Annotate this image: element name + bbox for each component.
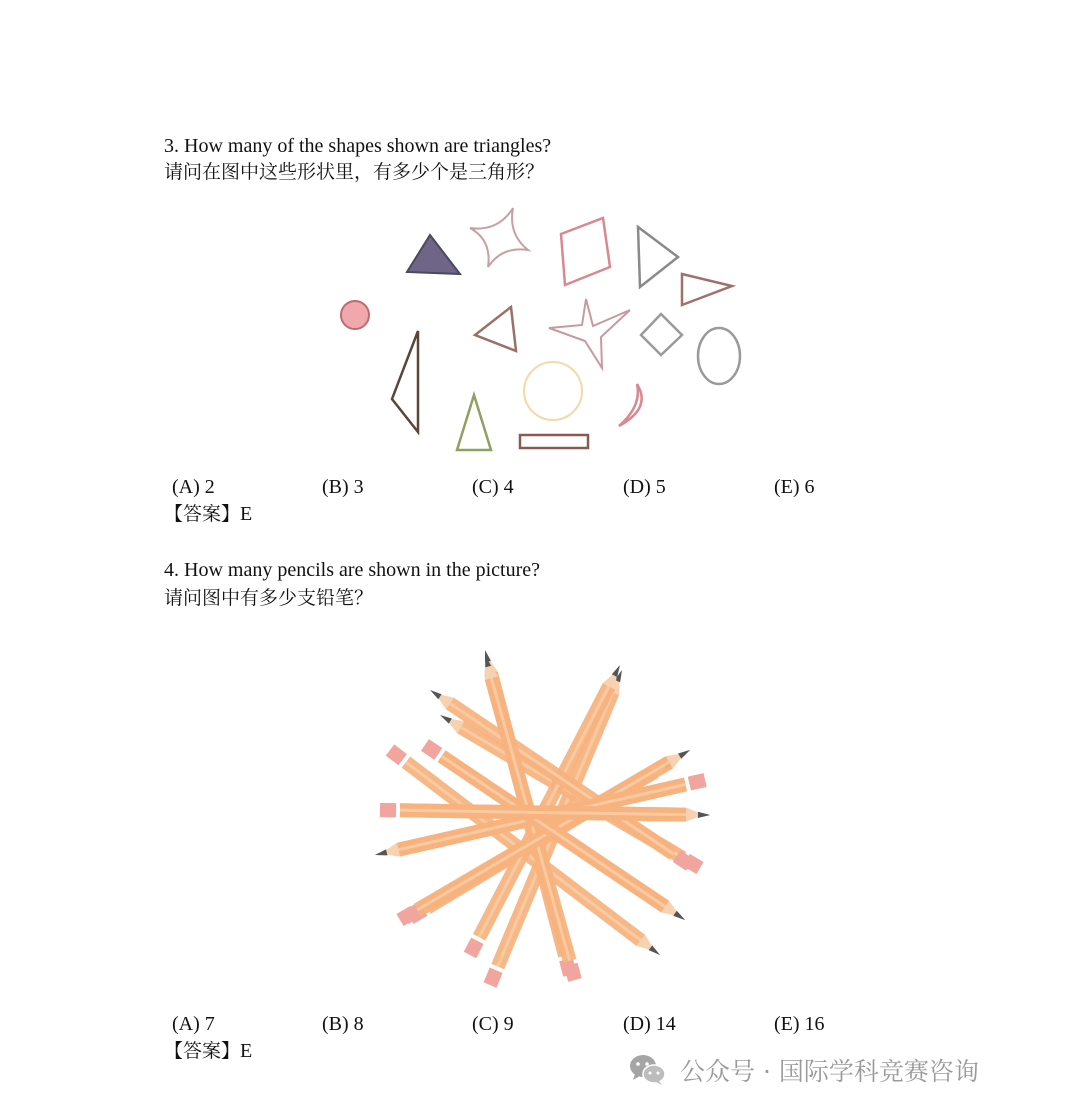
choice-c[interactable]: (C) 9 [472, 1013, 514, 1035]
answer-label: 【答案】 [164, 1040, 241, 1062]
pencil-eraser [380, 803, 396, 817]
pencil-eraser [688, 773, 707, 790]
choice-b[interactable]: (B) 3 [322, 476, 364, 498]
choice-a[interactable]: (A) 7 [172, 1013, 215, 1035]
pencil-eraser [386, 744, 407, 765]
pink-rhombus-shape [561, 218, 610, 285]
question-3-text-zh: 请问在图中这些形状里，有多少个是三角形？ [164, 161, 545, 183]
rectangle-shape [520, 435, 588, 448]
choice-e[interactable]: (E) 6 [774, 476, 815, 498]
choice-b[interactable]: (B) 8 [322, 1013, 364, 1035]
pencil [380, 803, 710, 822]
pencil-eraser [421, 739, 442, 760]
crescent-shape [619, 384, 642, 426]
grey-triangle-shape [638, 227, 678, 287]
question-4-text-en [164, 558, 540, 582]
brown-triangle-right-shape [682, 274, 732, 305]
brown-triangle-middle-shape [475, 307, 516, 351]
answer-value: E [240, 1040, 253, 1062]
question-3-number: 3. [164, 135, 179, 157]
choice-d[interactable]: (D) 14 [623, 1013, 676, 1035]
filled-triangle-shape [407, 235, 460, 274]
wechat-icon [628, 1053, 668, 1087]
pencils-figure [360, 640, 730, 990]
question-4-prompt: How many pencils are shown in the picture? [184, 559, 541, 581]
choice-d[interactable]: (D) 5 [623, 476, 666, 498]
tall-triangle-shape [392, 331, 418, 432]
yellow-circle-shape [524, 362, 582, 420]
watermark-text: 公众号 · 国际学科竞赛咨询 [680, 1057, 979, 1086]
question-4-number: 4. [164, 559, 179, 581]
diamond-shape [641, 314, 682, 355]
choice-c[interactable]: (C) 4 [472, 476, 514, 498]
answer-value: E [240, 503, 253, 525]
pencil-tip [374, 849, 387, 858]
question-3-answer [164, 502, 252, 526]
pencil-eraser [464, 938, 484, 959]
choice-a[interactable]: (A) 2 [172, 476, 215, 498]
four-point-star-shape [470, 208, 528, 267]
answer-label: 【答案】 [164, 503, 241, 525]
oval-shape [698, 328, 740, 384]
star-shape [549, 299, 630, 368]
pencil-tip [698, 812, 710, 818]
choice-e[interactable]: (E) 16 [774, 1013, 825, 1035]
question-3-prompt: How many of the shapes shown are triangles? [184, 135, 552, 157]
pink-circle-shape [341, 301, 369, 329]
question-3-text-en [164, 134, 551, 158]
question-4-text-zh: 请问图中有多少支铅笔？ [164, 587, 374, 609]
pencil-eraser [484, 968, 503, 988]
question-4-answer [164, 1039, 252, 1063]
shapes-figure [330, 200, 760, 462]
green-triangle-shape [457, 395, 491, 450]
watermark [628, 1050, 979, 1090]
